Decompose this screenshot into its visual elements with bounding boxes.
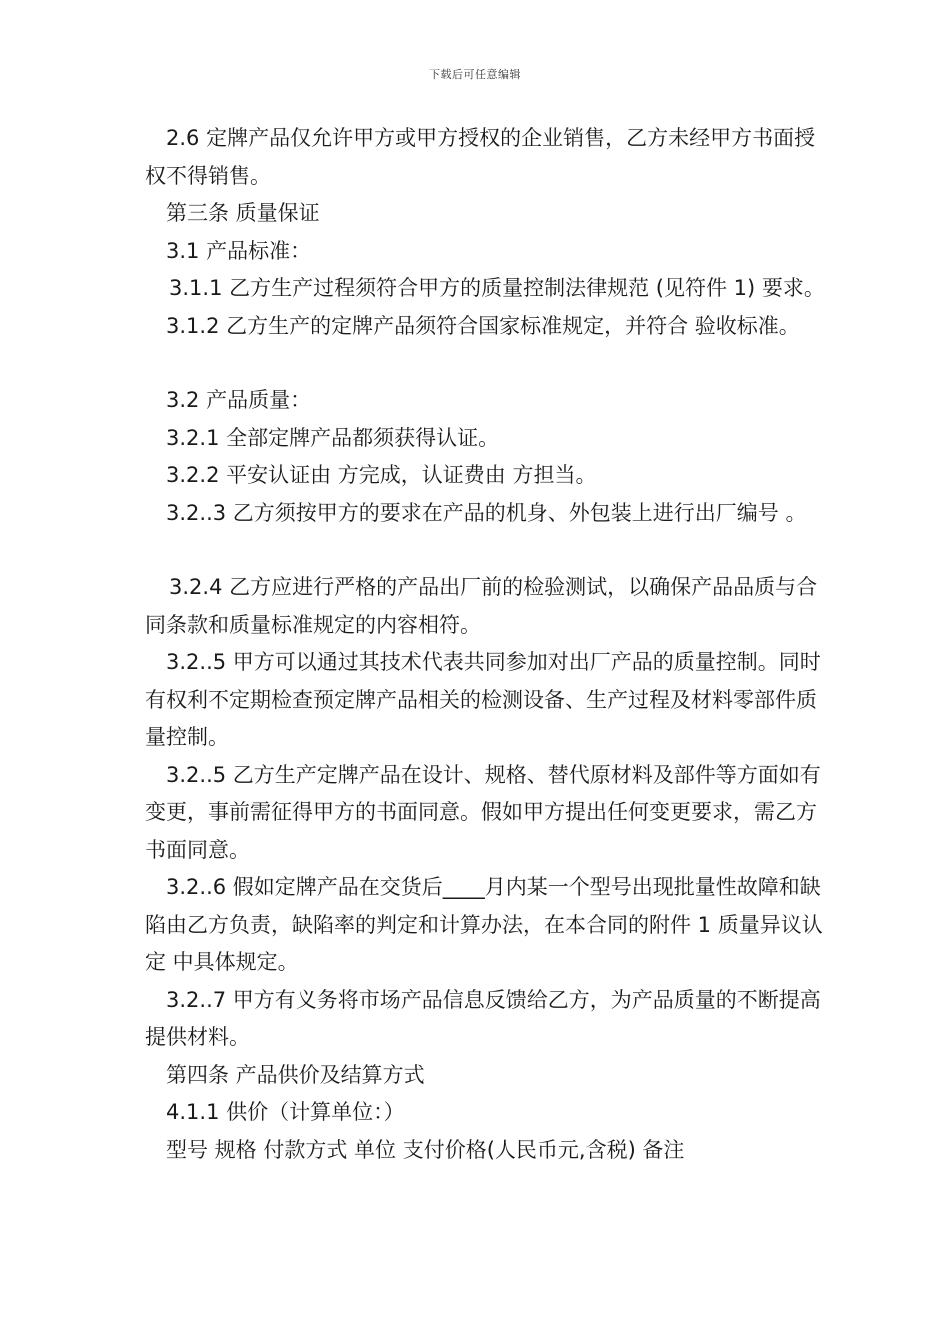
clause-3-2: 3.2 产品质量：: [166, 388, 312, 412]
document-body: [145, 120, 825, 1169]
clause-3-2-4: 3.2.4 乙方应进行严格的产品出厂前的检验测试，以确保产品品质与合同条款和质量标准规定的内容相符。: [145, 575, 818, 637]
clause-3-2-7: 3.2..7 甲方有义务将市场产品信息反馈给乙方，为产品质量的不断提高提供材料。: [145, 987, 821, 1049]
clause-3-2-5a: 3.2..5 甲方可以通过其技术代表共同参加对出厂产品的质量控制。同时有权利不定期检查预定牌产品相关的检测设备、生产过程及材料零部件质量控制。: [145, 650, 821, 749]
clause-3-2-3: 3.2..3 乙方须按甲方的要求在产品的机身、外包装上进行出厂编号 。: [166, 500, 807, 525]
blank-line: [145, 345, 825, 382]
clause-3-2-2: 3.2.2 平安认证由 方完成，认证费由 方担当。: [166, 463, 597, 487]
blank-line: [145, 532, 825, 569]
article-3-heading: 第三条 质量保证: [166, 201, 320, 225]
clause-3-2-1: 3.2.1 全部定牌产品都须获得认证。: [166, 425, 500, 450]
clause-3-1: 3.1 产品标准：: [166, 238, 312, 263]
article-4-heading: 第四条 产品供价及结算方式: [166, 1062, 425, 1087]
price-table-header: 型号 规格 付款方式 单位 支付价格(人民币元,含税) 备注: [166, 1137, 685, 1162]
page-header-note: 下载后可任意编辑: [429, 68, 521, 81]
clause-2-6: 2.6 定牌产品仅允许甲方或甲方授权的企业销售，乙方未经甲方书面授权不得销售。: [145, 126, 816, 188]
clause-3-1-2: 3.1.2 乙方生产的定牌产品须符合国家标准规定，并符合 验收标准。: [166, 313, 800, 338]
clause-3-2-6: 3.2..6 假如定牌产品在交货后____月内某一个型号出现批量性故障和缺陷由乙方负责，缺陷率的判定和计算办法，在本合同的附件 1 质量异议认定 中具体规定。: [145, 875, 823, 974]
clause-3-1-1: 3.1.1 乙方生产过程须符合甲方的质量控制法律规范 (见符件 1) 要求。: [169, 276, 825, 300]
clause-4-1-1: 4.1.1 供价（计算单位：）: [166, 1100, 405, 1124]
clause-3-2-5b: 3.2..5 乙方生产定牌产品在设计、规格、替代原材料及部件等方面如有变更，事前需征得甲方的书面同意。假如甲方提出任何变更要求，需乙方书面同意。: [145, 762, 821, 862]
